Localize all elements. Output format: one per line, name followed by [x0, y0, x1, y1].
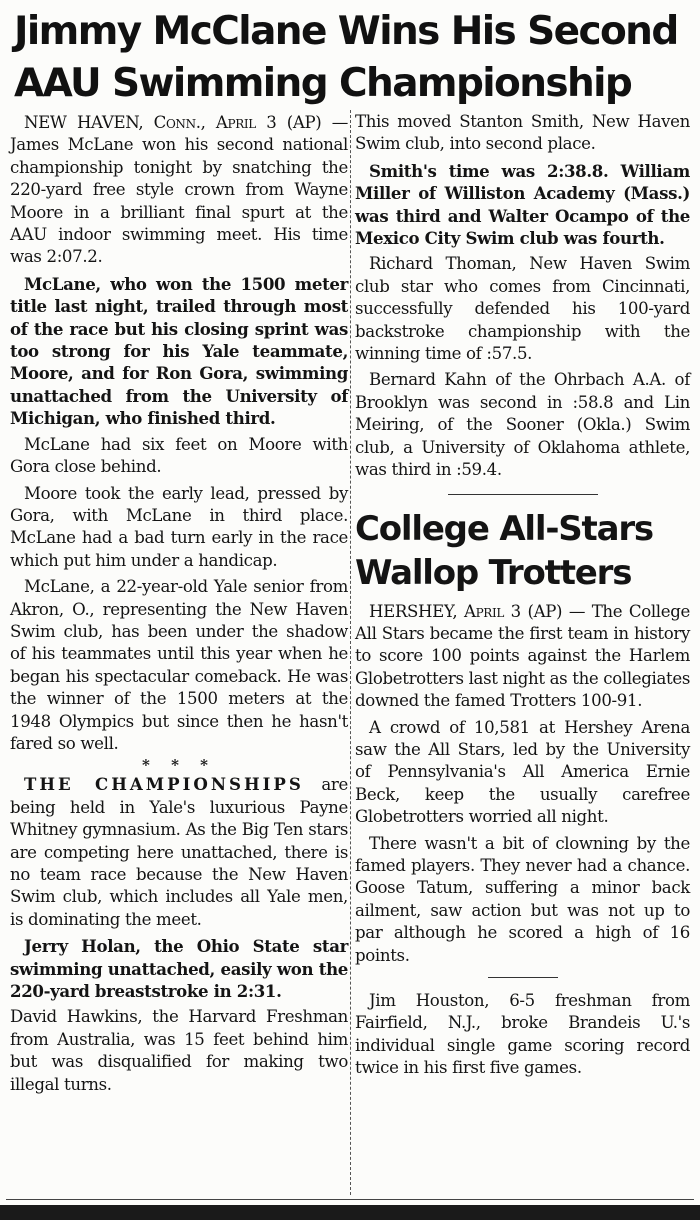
article-separator	[448, 494, 598, 495]
article2-headline-line1: College All-Stars	[355, 508, 653, 549]
article1-left-column	[10, 112, 348, 1100]
article1-headline-line2: AAU Swimming Championship	[14, 61, 632, 106]
article1-paragraph-2: McLane, who won the 1500 meter title last night, trailed through most of the race but his closing sprint was too strong for his Yale teammate, Moore, and for Ron Gora, swimming unattached from the University of Michigan, who finished third.	[10, 273, 348, 429]
article2-paragraph-3: There wasn't a bit of clowning by the famed players. They never had a chance. Goose Tatum, suffering a minor back ailment, saw action but was not up to par although he scored a high of 16 points.	[355, 833, 690, 965]
article1-paragraph-7: Jerry Holan, the Ohio State star swimming unattached, easily won the 220-yard breaststroke in 2:31.	[10, 936, 348, 1002]
bottom-thin-rule	[6, 1199, 694, 1200]
article1-p6-lead: THE CHAMPIONSHIPS	[24, 774, 304, 795]
bottom-heavy-rule	[0, 1205, 700, 1220]
article1-headline-line1: Jimmy McClane Wins His Second	[14, 9, 678, 54]
article1-paragraph-9: This moved Stanton Smith, New Haven Swim club, into second place.	[355, 112, 690, 154]
article2-paragraph-1	[355, 601, 690, 713]
article1-paragraph-1	[10, 112, 348, 269]
article1-paragraph-6	[10, 773, 348, 931]
article2-paragraph-2: A crowd of 10,581 at Hershey Arena saw the All Stars, led by the University of Pennsylvania's All America Ernie Beck, keep the usually carefree Globetrotters worried all night.	[355, 717, 690, 827]
brief-separator	[488, 977, 558, 978]
right-column	[355, 111, 690, 1084]
column-divider	[350, 110, 351, 1195]
article1-headline	[14, 6, 694, 110]
section-break-stars: * * *	[142, 756, 216, 775]
article1-paragraph-10: Smith's time was 2:38.8. William Miller of Williston Academy (Mass.) was third and Walter Ocampo of the Mexico City Swim club was fourth.	[355, 160, 690, 249]
article1-p1-text: — James McLane won his second national championship tonight by snatching the 220-yard free style crown from Wayne Moore in a brilliant final spurt at the AAU indoor swimming meet. His time was 2:07.2.	[10, 113, 348, 267]
article1-paragraph-12: Bernard Kahn of the Ohrbach A.A. of Brooklyn was second in :58.8 and Lin Meiring, of the Sooner (Okla.) Swim club, a University of Oklahoma athlete, was third in :59.4.	[355, 370, 690, 480]
brief-paragraph: Jim Houston, 6-5 freshman from Fairfield, N.J., broke Brandeis U.'s individual single game scoring record twice in his first five games.	[355, 991, 690, 1078]
article1-paragraph-11: Richard Thoman, New Haven Swim club star who comes from Cincinnati, successfully defended his 100-yard backstroke championship with the winning time of :57.5.	[355, 254, 690, 364]
article2-p1-text: — The College All Stars became the first team in history to score 100 points against the Harlem Globetrotters last night as the collegiates downed the famed Trotters 100-91.	[355, 601, 690, 711]
article1-paragraph-5: McLane, a 22-year-old Yale senior from Akron, O., representing the New Haven Swim club, has been under the shadow of his teammates until this year when he began his spectacular comeback. He was the winner of the 1500 meters at the 1948 Olympics but since then he hasn't fared so well.	[10, 577, 348, 753]
article1-paragraph-4: Moore took the early lead, pressed by Gora, with McLane in third place. McLane had a bad turn early in the race which put him under a handicap.	[10, 483, 348, 570]
article1-p6-text: are being held in Yale's luxurious Payne Whitney gymnasium. As the Big Ten stars are competing here unattached, there is no team race because the New Haven Swim club, which includes all Yale men, is dominating the meet.	[10, 775, 348, 929]
article2-headline-line2: Wallop Trotters	[355, 552, 632, 593]
article1-paragraph-3: McLane had six feet on Moore with Gora close behind.	[10, 434, 348, 477]
article1-paragraph-8: David Hawkins, the Harvard Freshman from Australia, was 15 feet behind him but was disqualified for making two illegal turns.	[10, 1007, 348, 1094]
article2-dateline: HERSHEY, April 3 (AP)	[369, 601, 563, 621]
article2-headline	[355, 507, 690, 595]
article1-dateline: NEW HAVEN, Conn., April 3 (AP)	[24, 113, 322, 132]
